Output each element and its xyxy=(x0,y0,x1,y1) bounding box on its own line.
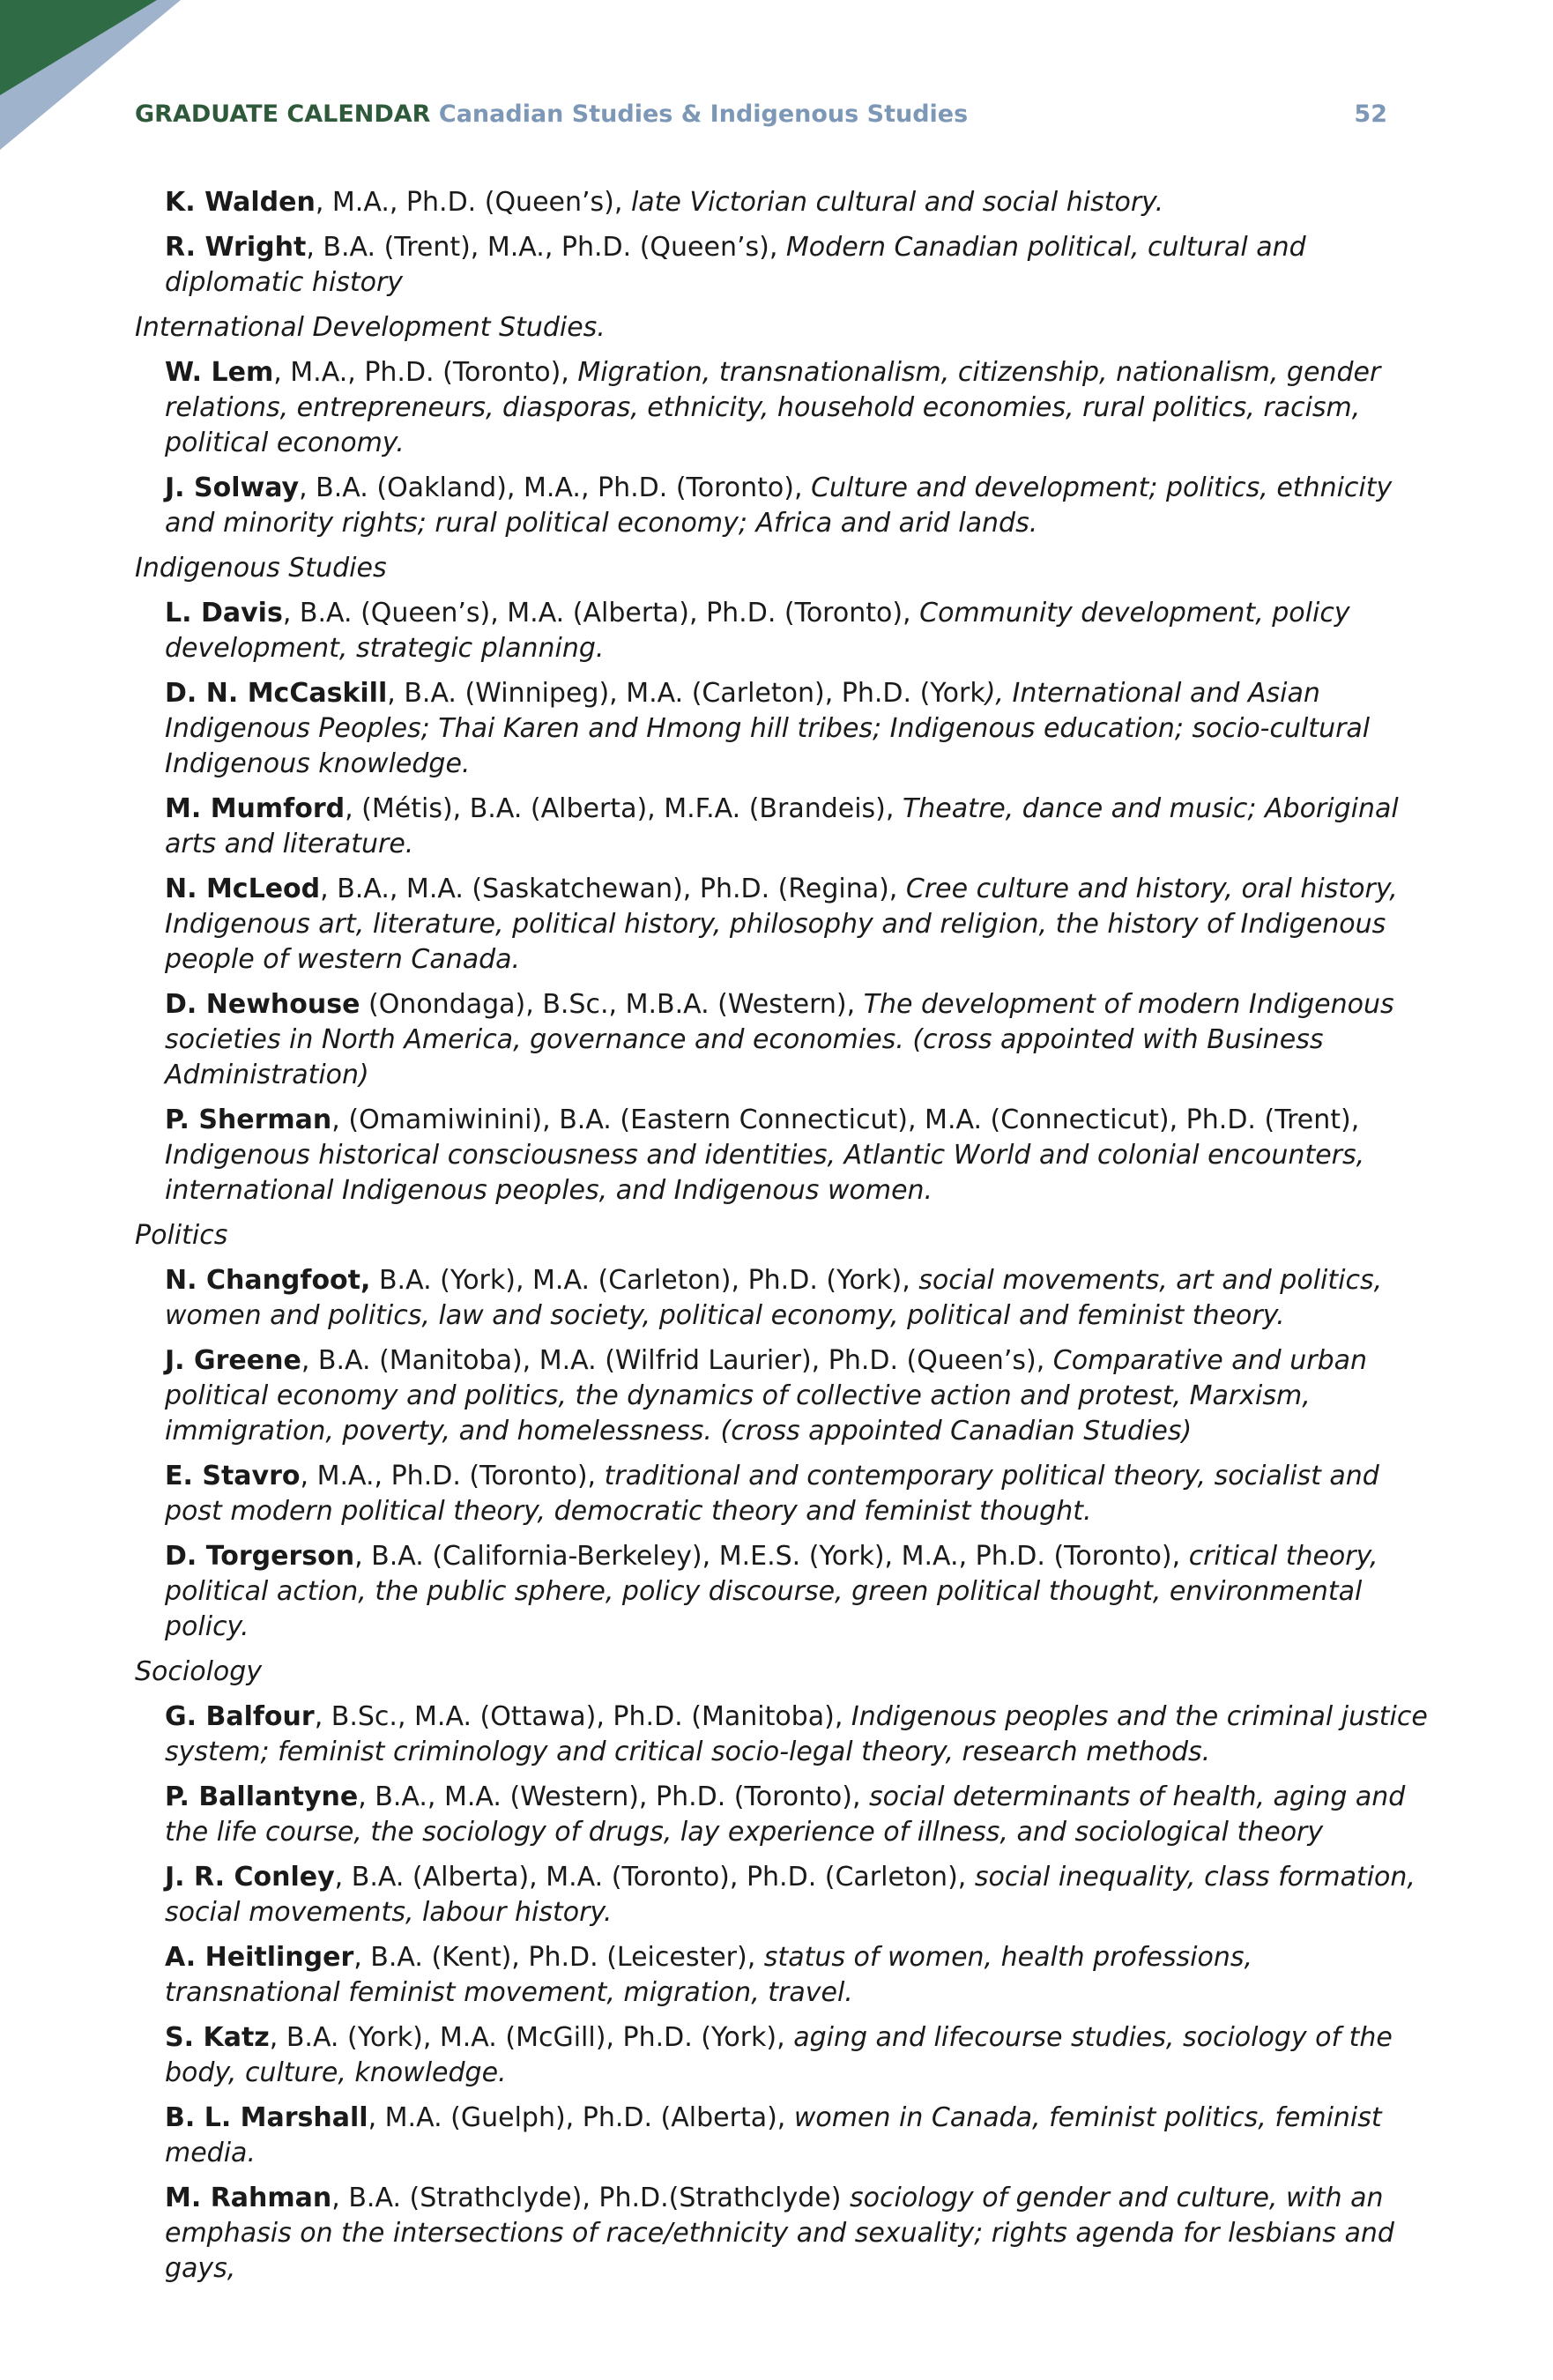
faculty-entry xyxy=(165,987,1430,1093)
faculty-entry xyxy=(165,1263,1430,1334)
faculty-name: E. Stavro xyxy=(165,1461,301,1491)
faculty-name: G. Balfour xyxy=(165,1701,315,1732)
faculty-interests: women in Canada, feminist politics, feminist media. xyxy=(165,2102,1382,2168)
page-header xyxy=(135,100,1387,128)
faculty-interests: traditional and contemporary political theory, socialist and post modern political theory, democratic theory and feminist thought. xyxy=(165,1461,1379,1527)
faculty-name: B. L. Marshall xyxy=(165,2102,368,2133)
faculty-credentials: , B.A. (Kent), Ph.D. (Leicester), xyxy=(353,1942,764,1973)
faculty-name: N. McLeod xyxy=(165,874,321,904)
faculty-interests: Comparative and urban political economy and politics, the dynamics of collective action and protest, Marxism, immigration, poverty, and homelessness. (cross appointed Canadian Studies) xyxy=(165,1345,1368,1447)
faculty-name: J. Greene xyxy=(165,1345,301,1376)
faculty-name: J. R. Conley xyxy=(165,1862,335,1893)
faculty-entry xyxy=(165,676,1430,782)
section-heading: Sociology xyxy=(135,1656,263,1687)
faculty-entry xyxy=(165,1780,1430,1850)
faculty-credentials: (Onondaga), B.Sc., M.B.A. (Western), xyxy=(360,989,864,1020)
header-calendar: GRADUATE CALENDAR xyxy=(135,100,431,128)
section-heading: Politics xyxy=(135,1220,228,1251)
faculty-interests: Indigenous peoples and the criminal justice system; feminist criminology and critical socio-legal theory, research methods. xyxy=(165,1701,1428,1767)
section-heading: International Development Studies. xyxy=(135,312,606,343)
faculty-listing xyxy=(135,185,1430,2296)
faculty-credentials: , M.A., Ph.D. (Toronto), xyxy=(300,1461,605,1491)
faculty-credentials: , B.A. (York), M.A. (McGill), Ph.D. (York), xyxy=(269,2022,794,2053)
section-heading: Indigenous Studies xyxy=(135,553,387,584)
faculty-interests: Theatre, dance and music; Aboriginal arts and literature. xyxy=(165,793,1399,859)
faculty-interests: late Victorian cultural and social history. xyxy=(630,187,1164,218)
faculty-name: R. Wright xyxy=(165,232,307,263)
faculty-credentials: , B.A. (Trent), M.A., Ph.D. (Queen’s), xyxy=(306,232,786,263)
faculty-name: D. N. McCaskill xyxy=(165,678,388,709)
faculty-entry xyxy=(165,1459,1430,1529)
faculty-credentials: , B.Sc., M.A. (Ottawa), Ph.D. (Manitoba), xyxy=(314,1701,851,1732)
faculty-entry xyxy=(165,2181,1430,2287)
faculty-interests: ), International and Asian Indigenous Peoples; Thai Karen and Hmong hill tribes; Indigenous education; socio-cultural Indigenous knowledge. xyxy=(165,678,1371,779)
faculty-name: D. Torgerson xyxy=(165,1541,355,1572)
faculty-credentials: , B.A. (Strathclyde), Ph.D.(Strathclyde) xyxy=(331,2183,850,2213)
faculty-name: P. Ballantyne xyxy=(165,1781,359,1812)
faculty-entry xyxy=(165,872,1430,978)
faculty-credentials: , B.A., M.A. (Western), Ph.D. (Toronto), xyxy=(358,1781,870,1812)
faculty-entry xyxy=(165,2101,1430,2171)
faculty-name: W. Lem xyxy=(165,357,274,388)
faculty-interests: Community development, policy development, strategic planning. xyxy=(165,598,1350,664)
faculty-entry xyxy=(165,230,1430,301)
faculty-interests: Indigenous historical consciousness and identities, Atlantic World and colonial encounters, international Indigenous peoples, and Indigenous women. xyxy=(165,1140,1365,1206)
faculty-interests: critical theory, political action, the public sphere, policy discourse, green political thought, environmental policy. xyxy=(165,1541,1378,1642)
faculty-entry xyxy=(165,2020,1430,2091)
faculty-entry xyxy=(165,792,1430,862)
faculty-credentials: , B.A. (California-Berkeley), M.E.S. (York), M.A., Ph.D. (Toronto), xyxy=(354,1541,1189,1572)
faculty-credentials: , B.A. (Queen’s), M.A. (Alberta), Ph.D. (Toronto), xyxy=(282,598,920,628)
header-department: Canadian Studies & Indigenous Studies xyxy=(438,100,969,128)
faculty-entry xyxy=(165,471,1430,541)
faculty-interests: Modern Canadian political, cultural and diplomatic history xyxy=(165,232,1306,298)
faculty-credentials: , (Omamiwinini), B.A. (Eastern Connecticut), M.A. (Connecticut), Ph.D. (Trent), xyxy=(331,1104,1360,1135)
faculty-name: A. Heitlinger xyxy=(165,1942,354,1973)
faculty-credentials: B.A. (York), M.A. (Carleton), Ph.D. (York), xyxy=(370,1265,919,1296)
faculty-credentials: , B.A., M.A. (Saskatchewan), Ph.D. (Regina), xyxy=(320,874,906,904)
faculty-credentials: , B.A. (Alberta), M.A. (Toronto), Ph.D. (Carleton), xyxy=(334,1862,975,1893)
corner-decoration xyxy=(0,0,264,176)
faculty-interests: Culture and development; politics, ethnicity and minority rights; rural political economy; Africa and arid lands. xyxy=(165,472,1393,539)
faculty-interests: social determinants of health, aging and the life course, the sociology of drugs, lay experience of illness, and sociological theory xyxy=(165,1781,1406,1848)
faculty-credentials: , M.A. (Guelph), Ph.D. (Alberta), xyxy=(368,2102,794,2133)
faculty-entry xyxy=(165,596,1430,666)
faculty-name: N. Changfoot, xyxy=(165,1265,371,1296)
faculty-credentials: , B.A. (Winnipeg), M.A. (Carleton), Ph.D. (York xyxy=(387,678,985,709)
faculty-name: M. Mumford xyxy=(165,793,346,824)
faculty-interests: Cree culture and history, oral history, Indigenous art, literature, political history, philosophy and religion, the history of Indigenous people of western Canada. xyxy=(165,874,1398,975)
faculty-name: P. Sherman xyxy=(165,1104,332,1135)
faculty-name: D. Newhouse xyxy=(165,989,360,1020)
faculty-interests: social movements, art and politics, women and politics, law and society, political economy, political and feminist theory. xyxy=(165,1265,1383,1331)
faculty-interests: status of women, health professions, transnational feminist movement, migration, travel. xyxy=(165,1942,1253,2008)
faculty-interests: The development of modern Indigenous societies in North America, governance and economies. (cross appointed with Business Administration) xyxy=(165,989,1394,1090)
faculty-credentials: , M.A., Ph.D. (Toronto), xyxy=(273,357,578,388)
faculty-entry xyxy=(165,1103,1430,1209)
page-number: 52 xyxy=(1354,100,1387,128)
faculty-name: M. Rahman xyxy=(165,2183,332,2213)
faculty-name: S. Katz xyxy=(165,2022,270,2053)
faculty-entry xyxy=(165,1940,1430,2011)
faculty-entry xyxy=(165,1343,1430,1449)
faculty-name: L. Davis xyxy=(165,598,283,628)
faculty-credentials: , (Métis), B.A. (Alberta), M.F.A. (Brandeis), xyxy=(345,793,903,824)
faculty-credentials: , B.A. (Manitoba), M.A. (Wilfrid Laurier), Ph.D. (Queen’s), xyxy=(301,1345,1053,1376)
faculty-entry xyxy=(165,1699,1430,1770)
faculty-interests: Migration, transnationalism, citizenship, nationalism, gender relations, entrepreneurs, diasporas, ethnicity, household economies, rural politics, racism, political economy. xyxy=(165,357,1381,458)
faculty-entry xyxy=(165,185,1430,220)
faculty-name: K. Walden xyxy=(165,187,316,218)
faculty-interests: sociology of gender and culture, with an emphasis on the intersections of race/ethnicity and sexuality; rights agenda for lesbians and gays, xyxy=(165,2183,1394,2284)
faculty-entry xyxy=(165,355,1430,461)
faculty-interests: social inequality, class formation, social movements, labour history. xyxy=(165,1862,1416,1928)
faculty-credentials: , M.A., Ph.D. (Queen’s), xyxy=(315,187,631,218)
faculty-interests: aging and lifecourse studies, sociology of the body, culture, knowledge. xyxy=(165,2022,1393,2088)
faculty-name: J. Solway xyxy=(165,472,300,503)
faculty-entry xyxy=(165,1539,1430,1645)
faculty-entry xyxy=(165,1860,1430,1930)
faculty-credentials: , B.A. (Oakland), M.A., Ph.D. (Toronto), xyxy=(299,472,812,503)
